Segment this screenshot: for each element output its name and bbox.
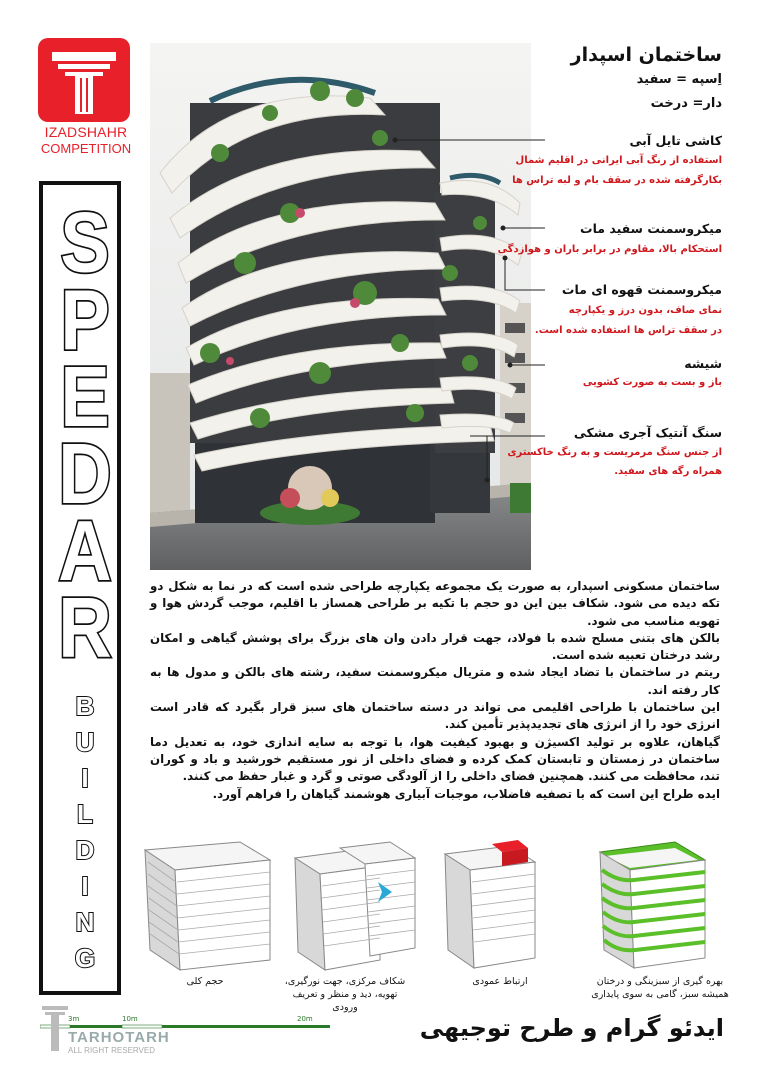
caption-line: حجم کلی (186, 976, 224, 987)
caption-line: شکاف مرکزی، جهت نورگیری، (284, 976, 406, 987)
title-letter: S (60, 194, 110, 291)
ideogram-diagrams (130, 830, 750, 980)
diagram-caption (445, 975, 555, 988)
description-paragraph: ریتم در ساختمان با تضاد ایجاد شده و متریال میکروسمنت سفید، رشته های بالکن و مدول ها به کار رفته اند. (150, 665, 720, 697)
caption-line: تهویه، دید و منظر و تعریف ورودی (292, 989, 398, 1013)
material-title: میکروسمنت سفید مات (580, 221, 722, 236)
title-letter: R (58, 579, 112, 676)
scale-label: 10m (122, 1015, 138, 1023)
subtitle-letter: L (77, 799, 93, 829)
material-desc: همراه رگه های سفید. (614, 466, 722, 477)
subtitle-letter: I (81, 871, 89, 901)
material-desc: استفاده از رنگ آبی ایرانی در اقلیم شمال (515, 155, 722, 166)
scale-bar (40, 1016, 330, 1030)
footer-logo-text: TARHOTARH (68, 1029, 170, 1046)
project-description (150, 578, 720, 803)
title-letter: P (60, 271, 110, 368)
building-name: ساختمان اسپدار (570, 44, 722, 66)
diagram-caption (280, 975, 410, 1014)
material-title: شیشه (684, 356, 722, 371)
description-paragraph: بالکن های بتنی مسلح شده با فولاد، جهت قرار دادن وان های بزرگ برای پوشش گیاهی و امکان رشد درختان تعبیه شده است. (150, 630, 720, 663)
material-desc: استحکام بالا، مقاوم در برابر باران و هوازدگی (497, 244, 722, 255)
material-title: کاشی تایل آبی (629, 133, 722, 148)
material-desc: باز و بست به صورت کشویی (582, 377, 722, 388)
material-title: سنگ آنتیک آجری مشکی (573, 425, 722, 440)
description-paragraph: این ساختمان با طراحی اقلیمی می تواند در دسته ساختمان های سبز قرار بگیرد که قادر است انرژی خود را از انرژی های تجدیدپذیر تأمین کند. (150, 700, 720, 732)
title-letter: D (58, 425, 112, 522)
subtitle-letter: I (81, 763, 89, 793)
subtitle-letter: U (75, 727, 95, 757)
caption-line: همیشه سبز، گامی به سوی پایداری (591, 989, 729, 1000)
material-title: میکروسمنت قهوه ای مات (561, 282, 722, 297)
subtitle-letter: D (75, 835, 95, 865)
caption-line: بهره گیری از سبزینگی و درختان (596, 976, 724, 987)
subtitle-letter: N (75, 907, 95, 937)
description-paragraph: ساختمان مسکونی اسپدار، به صورت یک مجموعه یکپارچه طراحی شده است که در نما به شکل دو تکه دیده می شود. شکاف بین این دو حجم با تکیه بر طراحی همساز با اقلیم، موجب گردش هوا و تهویه مناسب می شود. (150, 579, 720, 628)
diagram-central-gap (295, 842, 415, 970)
title-letter: E (60, 348, 110, 445)
diagram-caption (585, 975, 735, 1001)
diagram-caption (150, 975, 260, 988)
footer-title: ایدئو گرام و طرح توجیهی (419, 1014, 724, 1042)
caption-line: ارتباط عمودی (472, 976, 528, 987)
material-desc: از جنس سنگ مرمریست و به رنگ خاکستری (507, 447, 722, 458)
scale-label: 3m (68, 1015, 80, 1023)
title-letter: A (58, 502, 112, 599)
subtitle-letter: B (75, 691, 95, 721)
etymology-line-1: اِسپه = سفید (636, 72, 722, 87)
material-desc: نمای صاف، بدون درز و یکپارچه (568, 305, 722, 316)
material-desc: در سقف تراس ها استفاده شده است. (534, 325, 722, 336)
etymology-line-2: دار= درخت (650, 96, 722, 111)
material-desc: بکارگرفته شده در سقف بام و لبه تراس ها (512, 175, 722, 186)
subtitle-letter: G (74, 943, 96, 973)
scale-label: 20m (297, 1015, 313, 1023)
logo-line-2: COMPETITION (40, 141, 132, 156)
watermark-logo-icon (40, 1002, 70, 1054)
diagram-overall-mass (145, 842, 270, 970)
diagram-vertical-circulation (445, 840, 535, 968)
logo-line-1: IZADSHAHR (44, 124, 128, 140)
footer-rights: ALL RIGHT RESERVED (68, 1046, 155, 1055)
description-paragraph: ایده طراح این است که با تصفیه فاضلاب، موجبات آبیاری هوشمند گیاهان را فراهم آورد. (212, 786, 720, 801)
description-paragraph: گیاهان، علاوه بر تولید اکسیژن و بهبود کیفیت هوا، با توجه به سایه اندازی خود، به تعدیل دما ساختمان در زمستان و تابستان کمک کرده و فضای داخلی از نور مستقیم خورشید و باد و کوران تند، محافظت می کنند. همچنین فضای داخلی را از آلودگی صوتی و گرد و غبار حفظ می کنند. (150, 734, 720, 784)
diagram-greenery (600, 842, 705, 968)
